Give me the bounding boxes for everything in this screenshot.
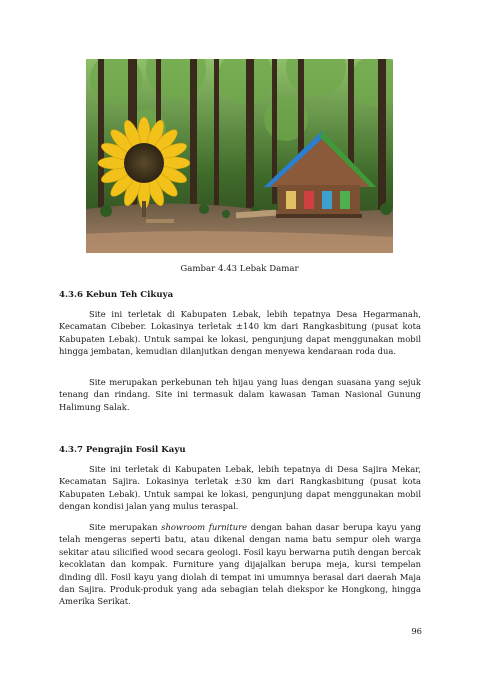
paragraph: Site ini terletak di Kabupaten Lebak, lebih tepatnya di Desa Sajira Mekar, Kecamatan Sajira. Lokasinya terletak ±30 km dari Rangkasbitung (pusat kota Kabupaten Lebak). Untuk sampai ke lokasi, pengunjung dapat menggunakan mobil dengan kondisi jalan yang mulus teraspal. [59,464,421,512]
paragraph [59,521,421,608]
section-heading-fosil-kayu: 4.3.7 Pengrajin Fosil Kayu [59,445,186,455]
section-heading-kebun-teh: 4.3.6 Kebun Teh Cikuya [59,290,174,300]
lebak-damar-image [86,59,393,253]
italic-term: showroom furniture [161,522,248,532]
page-number: 96 [411,626,422,636]
paragraph: Site merupakan perkebunan teh hijau yang luas dengan suasana yang sejuk tenang dan rindang. Site ini termasuk dalam kawasan Taman Nasional Gunung Halimung Salak. [59,377,421,412]
paragraph: Site ini terletak di Kabupaten Lebak, lebih tepatnya Desa Hegarmanah, Kecamatan Cibeber. Lokasinya terletak ±140 km dari Rangkasbitung (pusat kota Kabupaten Lebak). Untuk sampai ke lokasi, pengunjung dapat menggunakan mobil hingga jembatan, kemudian dilanjutkan dengan menyewa kendaraan roda dua. [59,309,421,357]
paragraph-text: dengan bahan dasar berupa kayu yang telah mengeras seperti batu, atau dikenal dengan nama batu sempur oleh warga sekitar atau silicified wood secara geologi. Fosil kayu berwarna putih dengan bercak kecoklatan dan kompak. Furniture yang dijajalkan berupa meja, kursi tempelan dinding dll. Fosil kayu yang diolah di tempat ini umumnya berasal dari daerah Maja dan Sajira. Produk-produk yang ada sebagian telah diekspor ke Hongkong, hingga Amerika Serikat. [59,522,421,607]
paragraph-text: Site merupakan [89,522,162,532]
forest-photo [86,59,393,253]
figure-caption: Gambar 4.43 Lebak Damar [180,264,299,274]
